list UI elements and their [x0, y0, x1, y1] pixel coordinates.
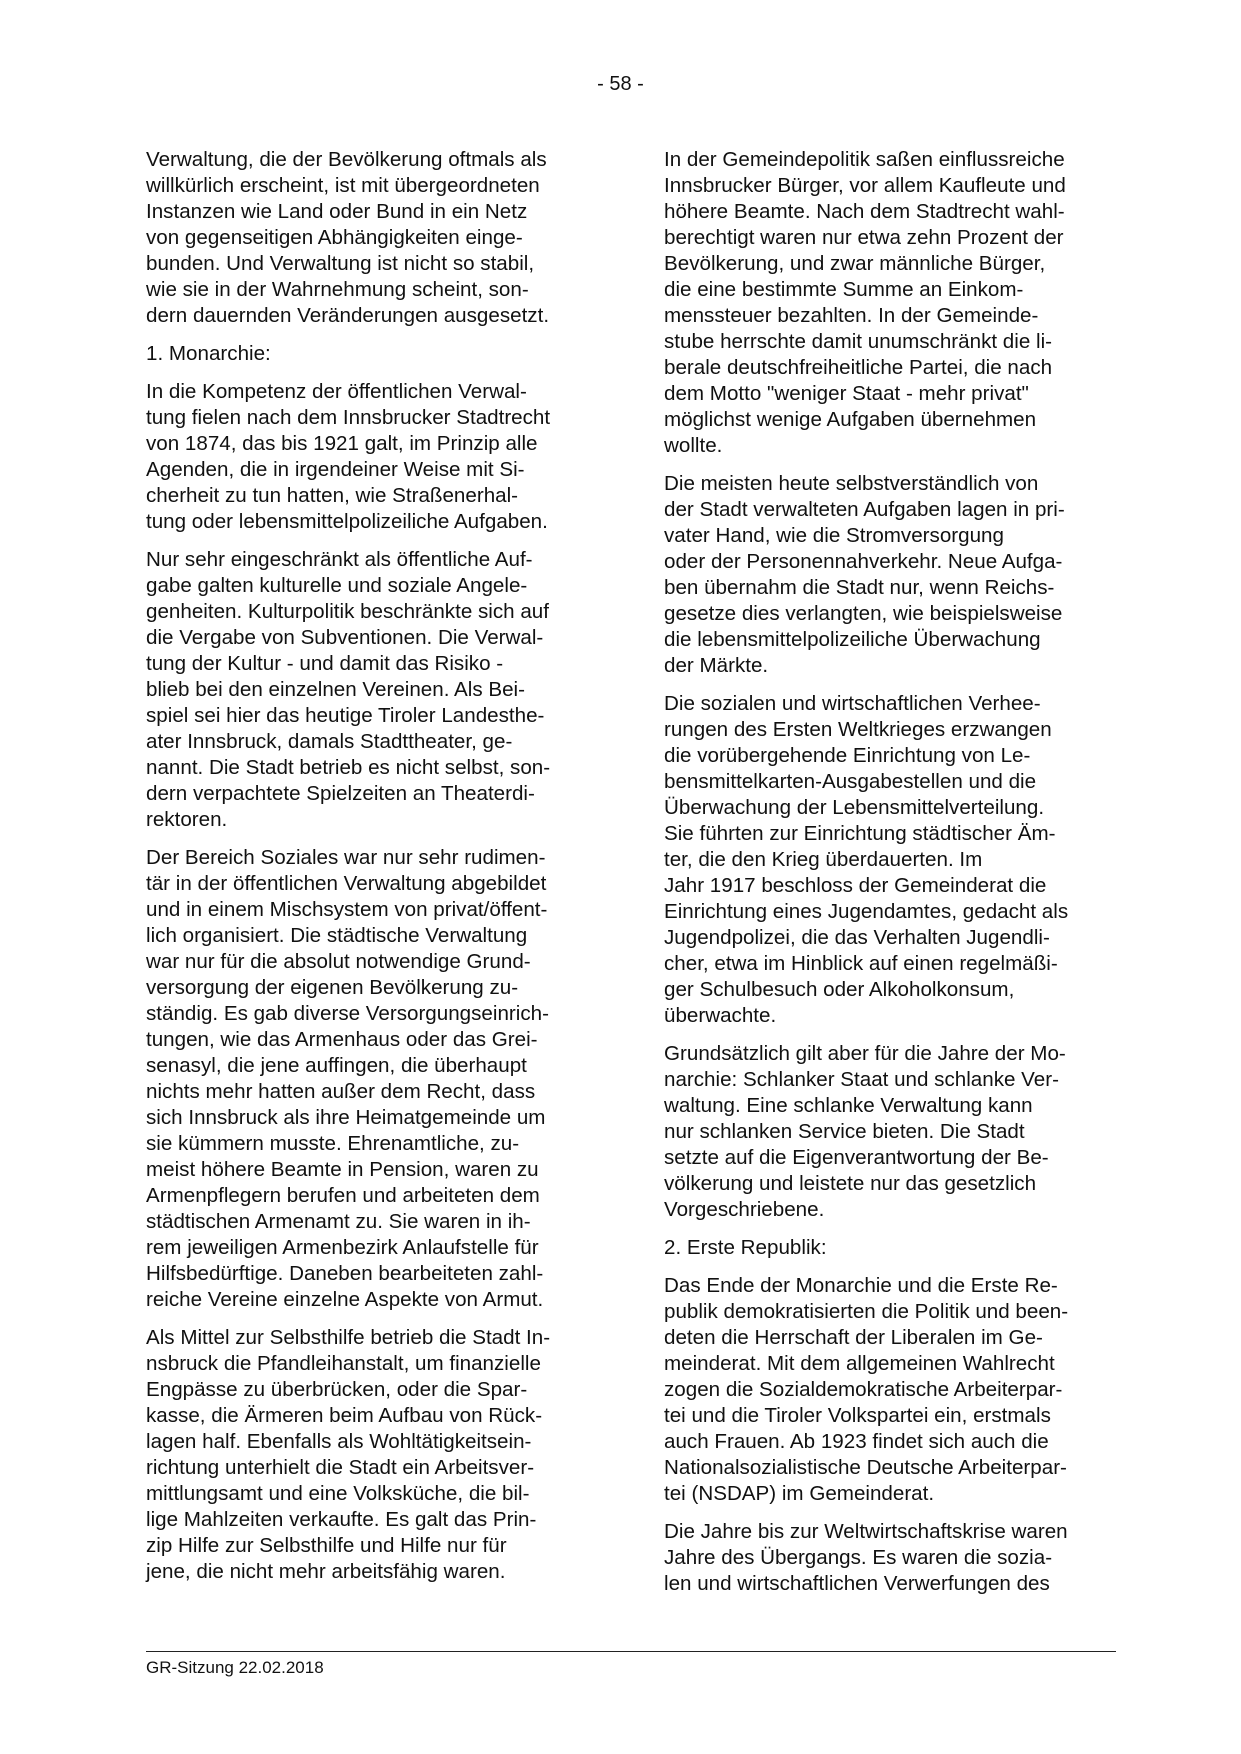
text-line: Innsbrucker Bürger, vor allem Kaufleute und — [664, 174, 1066, 197]
text-line: cherheit zu tun hatten, wie Straßenerhal- — [146, 484, 519, 507]
text-line: nur schlanken Service bieten. Die Stadt — [664, 1120, 1025, 1143]
text-line: stube herrschte damit unumschränkt die li- — [664, 330, 1053, 353]
paragraph — [664, 1273, 1119, 1507]
text-line: nsbruck die Pfandleihanstalt, um finanzielle — [146, 1352, 541, 1375]
paragraph — [146, 547, 601, 833]
paragraph — [664, 147, 1119, 459]
text-line: versorgung der eigenen Bevölkerung zu- — [146, 976, 519, 999]
paragraph — [664, 1041, 1119, 1223]
text-line: völkerung und leistete nur das gesetzlich — [664, 1172, 1037, 1195]
paragraph — [146, 379, 601, 535]
text-line: gesetze dies verlangten, wie beispielsweise — [664, 602, 1063, 625]
text-line: Agenden, die in irgendeiner Weise mit Si- — [146, 458, 525, 481]
text-line: und in einem Mischsystem von privat/öffent- — [146, 898, 548, 921]
paragraph — [146, 147, 601, 329]
text-line: ter, die den Krieg überdauerten. Im — [664, 848, 983, 871]
text-line: lagen half. Ebenfalls als Wohltätigkeitsein- — [146, 1430, 532, 1453]
text-line: oder der Personennahverkehr. Neue Aufga- — [664, 550, 1063, 573]
text-line: vater Hand, wie die Stromversorgung — [664, 524, 1004, 547]
text-line: bunden. Und Verwaltung ist nicht so stabil, — [146, 252, 535, 275]
text-line: dem Motto "weniger Staat - mehr privat" — [664, 382, 1029, 405]
paragraph — [664, 691, 1119, 1029]
text-line: möglichst wenige Aufgaben übernehmen — [664, 408, 1037, 431]
text-line: berale deutschfreiheitliche Partei, die nach — [664, 356, 1053, 379]
text-line: der Stadt verwalteten Aufgaben lagen in pri- — [664, 498, 1065, 521]
text-line: 2. Erste Republik: — [664, 1236, 827, 1259]
text-line: tungen, wie das Armenhaus oder das Grei- — [146, 1028, 538, 1051]
text-line: tung der Kultur - und damit das Risiko - — [146, 652, 504, 675]
text-line: Bevölkerung, und zwar männliche Bürger, — [664, 252, 1046, 275]
text-line: Jugendpolizei, die das Verhalten Jugendli- — [664, 926, 1050, 949]
text-line: 1. Monarchie: — [146, 342, 271, 365]
text-line: Instanzen wie Land oder Bund in ein Netz — [146, 200, 528, 223]
text-line: gabe galten kulturelle und soziale Angele- — [146, 574, 528, 597]
text-line: In die Kompetenz der öffentlichen Verwal- — [146, 380, 527, 403]
text-line: menssteuer bezahlten. In der Gemeinde- — [664, 304, 1039, 327]
text-line: ger Schulbesuch oder Alkoholkonsum, — [664, 978, 1015, 1001]
text-line: senasyl, die jene auffingen, die überhaupt — [146, 1054, 527, 1077]
text-line: lige Mahlzeiten verkaufte. Es galt das Prin- — [146, 1508, 537, 1531]
text-line: rungen des Ersten Weltkrieges erzwangen — [664, 718, 1052, 741]
text-line: Die Jahre bis zur Weltwirtschaftskrise waren — [664, 1520, 1068, 1543]
text-line: Überwachung der Lebensmittelverteilung. — [664, 796, 1045, 819]
text-line: sie kümmern musste. Ehrenamtliche, zu- — [146, 1132, 520, 1155]
page-number: - 58 - — [597, 73, 644, 95]
text-line: bensmittelkarten-Ausgabestellen und die — [664, 770, 1037, 793]
text-line: Sie führten zur Einrichtung städtischer Äm- — [664, 822, 1056, 845]
text-line: von gegenseitigen Abhängigkeiten einge- — [146, 226, 523, 249]
text-line: Grundsätzlich gilt aber für die Jahre der Mo- — [664, 1042, 1066, 1065]
text-line: tei (NSDAP) im Gemeinderat. — [664, 1482, 935, 1505]
text-line: zogen die Sozialdemokratische Arbeiterpar- — [664, 1378, 1063, 1401]
text-line: tär in der öffentlichen Verwaltung abgebildet — [146, 872, 547, 895]
text-line: überwachte. — [664, 1004, 777, 1027]
text-line: Die sozialen und wirtschaftlichen Verhee- — [664, 692, 1041, 715]
text-line: spiel sei hier das heutige Tiroler Landesthe- — [146, 704, 545, 727]
text-line: blieb bei den einzelnen Vereinen. Als Bei- — [146, 678, 525, 701]
text-column-left — [146, 147, 601, 1597]
text-line: Einrichtung eines Jugendamtes, gedacht als — [664, 900, 1069, 923]
text-line: narchie: Schlanker Staat und schlanke Ver- — [664, 1068, 1059, 1091]
text-line: meist höhere Beamte in Pension, waren zu — [146, 1158, 539, 1181]
text-line: genheiten. Kulturpolitik beschränkte sich auf — [146, 600, 549, 623]
text-line: der Märkte. — [664, 654, 769, 677]
text-line: mittlungsamt und eine Volksküche, die bil- — [146, 1482, 530, 1505]
text-line: ständig. Es gab diverse Versorgungseinrich- — [146, 1002, 549, 1025]
text-line: In der Gemeindepolitik saßen einflussreiche — [664, 148, 1065, 171]
text-line: rem jeweiligen Armenbezirk Anlaufstelle für — [146, 1236, 539, 1259]
paragraph — [146, 341, 601, 367]
paragraph — [146, 1325, 601, 1585]
text-line: dern dauernden Veränderungen ausgesetzt. — [146, 304, 550, 327]
text-line: tung fielen nach dem Innsbrucker Stadtrecht — [146, 406, 551, 429]
text-line: die vorübergehende Einrichtung von Le- — [664, 744, 1031, 767]
text-line: rektoren. — [146, 808, 228, 831]
text-line: publik demokratisierten die Politik und been- — [664, 1300, 1069, 1323]
text-line: setzte auf die Eigenverantwortung der Be- — [664, 1146, 1049, 1169]
paragraph — [664, 1519, 1119, 1597]
text-line: Jahr 1917 beschloss der Gemeinderat die — [664, 874, 1047, 897]
text-line: die eine bestimmte Summe an Einkom- — [664, 278, 1024, 301]
text-line: Das Ende der Monarchie und die Erste Re- — [664, 1274, 1058, 1297]
footer-session-date: GR-Sitzung 22.02.2018 — [146, 1658, 324, 1677]
text-line: Vorgeschriebene. — [664, 1198, 825, 1221]
paragraph — [146, 845, 601, 1313]
text-line: tei und die Tiroler Volkspartei ein, erstmals — [664, 1404, 1051, 1427]
text-line: Verwaltung, die der Bevölkerung oftmals als — [146, 148, 547, 171]
text-line: nichts mehr hatten außer dem Recht, dass — [146, 1080, 536, 1103]
text-column-right — [664, 147, 1119, 1609]
text-line: richtung unterhielt die Stadt ein Arbeitsver- — [146, 1456, 535, 1479]
text-line: von 1874, das bis 1921 galt, im Prinzip alle — [146, 432, 538, 455]
footer-divider — [146, 1651, 1116, 1652]
paragraph — [664, 471, 1119, 679]
text-line: Nur sehr eingeschränkt als öffentliche Auf- — [146, 548, 533, 571]
text-line: Armenpflegern berufen und arbeiteten dem — [146, 1184, 540, 1207]
text-line: waltung. Eine schlanke Verwaltung kann — [664, 1094, 1033, 1117]
text-line: Jahre des Übergangs. Es waren die sozia- — [664, 1546, 1053, 1569]
text-line: Als Mittel zur Selbsthilfe betrieb die Stadt In- — [146, 1326, 551, 1349]
text-line: deten die Herrschaft der Liberalen im Ge- — [664, 1326, 1043, 1349]
text-line: dern verpachtete Spielzeiten an Theaterdi- — [146, 782, 535, 805]
text-line: jene, die nicht mehr arbeitsfähig waren. — [146, 1560, 506, 1583]
text-line: len und wirtschaftlichen Verwerfungen des — [664, 1572, 1050, 1595]
text-line: berechtigt waren nur etwa zehn Prozent der — [664, 226, 1064, 249]
text-line: Die meisten heute selbstverständlich von — [664, 472, 1039, 495]
text-line: wollte. — [664, 434, 723, 457]
text-line: sich Innsbruck als ihre Heimatgemeinde um — [146, 1106, 546, 1129]
text-line: lich organisiert. Die städtische Verwaltung — [146, 924, 528, 947]
text-line: reiche Vereine einzelne Aspekte von Armut. — [146, 1288, 544, 1311]
text-line: auch Frauen. Ab 1923 findet sich auch die — [664, 1430, 1049, 1453]
text-line: cher, etwa im Hinblick auf einen regelmäßi- — [664, 952, 1058, 975]
text-line: kasse, die Ärmeren beim Aufbau von Rück- — [146, 1404, 543, 1427]
text-line: höhere Beamte. Nach dem Stadtrecht wahl- — [664, 200, 1065, 223]
text-line: Nationalsozialistische Deutsche Arbeiterpar- — [664, 1456, 1067, 1479]
text-line: zip Hilfe zur Selbsthilfe und Hilfe nur für — [146, 1534, 507, 1557]
text-line: war nur für die absolut notwendige Grund- — [146, 950, 531, 973]
text-line: städtischen Armenamt zu. Sie waren in ih- — [146, 1210, 531, 1233]
text-line: Der Bereich Soziales war nur sehr rudimen- — [146, 846, 546, 869]
text-line: meinderat. Mit dem allgemeinen Wahlrecht — [664, 1352, 1055, 1375]
text-line: die lebensmittelpolizeiliche Überwachung — [664, 628, 1041, 651]
text-line: wie sie in der Wahrnehmung scheint, son- — [146, 278, 529, 301]
text-line: die Vergabe von Subventionen. Die Verwal- — [146, 626, 544, 649]
text-line: Engpässe zu überbrücken, oder die Spar- — [146, 1378, 528, 1401]
text-line: tung oder lebensmittelpolizeiliche Aufgaben. — [146, 510, 548, 533]
text-line: nannt. Die Stadt betrieb es nicht selbst, son- — [146, 756, 551, 779]
text-line: ben übernahm die Stadt nur, wenn Reichs- — [664, 576, 1055, 599]
text-line: Hilfsbedürftige. Daneben bearbeiteten zahl- — [146, 1262, 544, 1285]
text-line: willkürlich erscheint, ist mit übergeordneten — [146, 174, 540, 197]
paragraph — [664, 1235, 1119, 1261]
text-line: ater Innsbruck, damals Stadttheater, ge- — [146, 730, 513, 753]
